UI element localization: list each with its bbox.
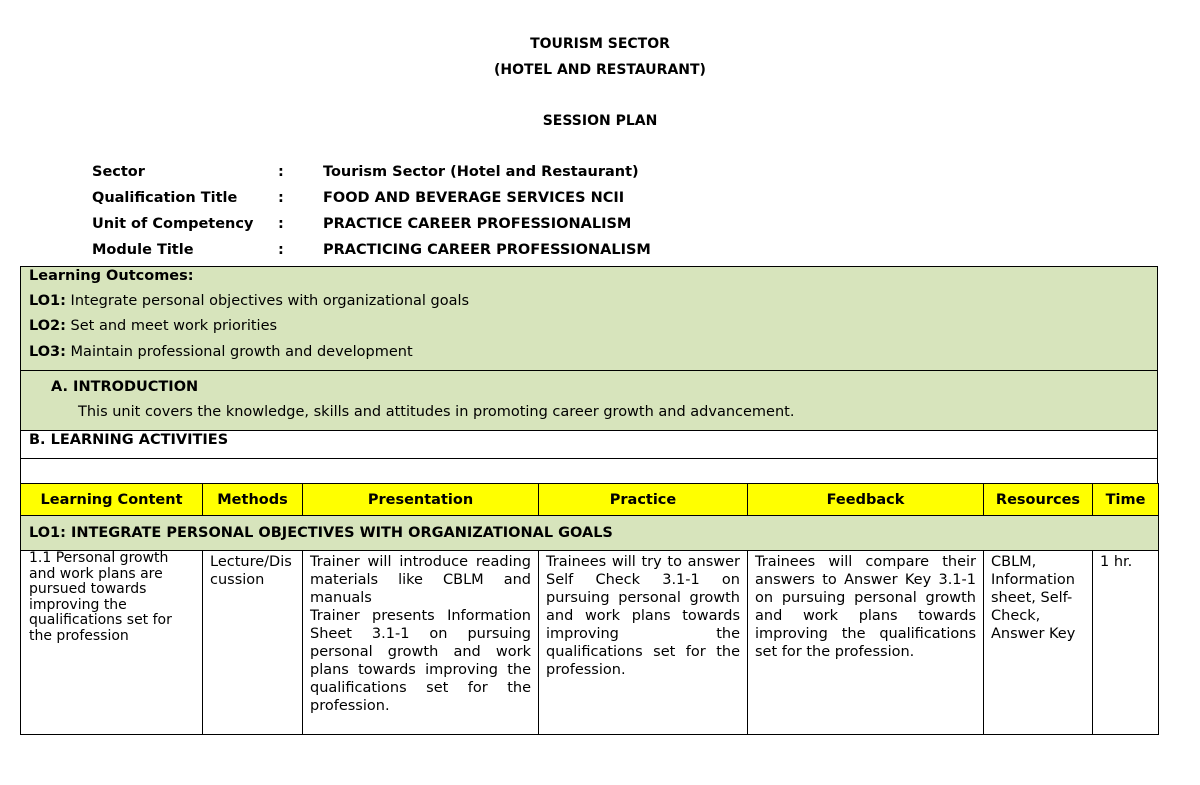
lo1-item (29, 293, 469, 309)
lo1-section-row (21, 516, 1159, 551)
learning-activities-heading: B. LEARNING ACTIVITIES (29, 432, 229, 448)
introduction-text: This unit covers the knowledge, skills and attitudes in promoting career growth and advancement. (78, 404, 795, 420)
col-practice: Practice (539, 484, 748, 516)
col-methods: Methods (203, 484, 303, 516)
lo-code: LO3: (29, 344, 66, 360)
lo-code: LO2: (29, 318, 66, 334)
resources-text: CBLM, Information sheet, Self-Check, Answer Key (991, 554, 1076, 642)
meta-colon: : (278, 164, 284, 180)
meta-key: Unit of Competency (92, 216, 254, 232)
col-learning-content: Learning Content (21, 484, 203, 516)
meta-colon: : (278, 216, 284, 232)
methods-text: Lecture/Discussion (210, 554, 292, 588)
doc-title: TOURISM SECTOR (530, 36, 670, 52)
lo-text: Set and meet work priorities (65, 318, 278, 334)
cell-time (1093, 551, 1159, 735)
introduction-heading: A. INTRODUCTION (51, 379, 199, 395)
lo1-section-title: LO1: INTEGRATE PERSONAL OBJECTIVES WITH ORGANIZATIONAL GOALS (21, 516, 1159, 551)
meta-value: PRACTICING CAREER PROFESSIONALISM (323, 242, 651, 258)
feedback-text: Trainees will compare their answers to Answer Key 3.1-1 on pursuing personal growth and work plans towards improving the qualifications set for the profession. (755, 554, 976, 660)
introduction-box (20, 370, 1158, 431)
time-text: 1 hr. (1100, 554, 1133, 570)
learning-outcomes-heading: Learning Outcomes: (29, 268, 194, 284)
cell-methods (203, 551, 303, 735)
col-presentation: Presentation (303, 484, 539, 516)
content-text: 1.1 Personal growth and work plans are pursued towards improving the qualifications set for the profession (29, 550, 172, 644)
doc-subtitle: (HOTEL AND RESTAURANT) (494, 62, 706, 78)
table-header-row (21, 484, 1159, 516)
cell-practice (539, 551, 748, 735)
empty-row (20, 458, 1158, 484)
meta-key: Qualification Title (92, 190, 238, 206)
learning-outcomes-box (20, 266, 1158, 371)
meta-value: PRACTICE CAREER PROFESSIONALISM (323, 216, 632, 232)
presentation-text-2: Trainer presents Information Sheet 3.1-1 on pursuing personal growth and work plans towards improving the qualifications set for the profession. (310, 608, 531, 714)
cell-feedback (748, 551, 984, 735)
learning-activities-box (20, 430, 1158, 459)
lo2-item (29, 318, 277, 334)
cell-resources (984, 551, 1093, 735)
cell-content (21, 551, 203, 735)
col-time: Time (1093, 484, 1159, 516)
meta-colon: : (278, 190, 284, 206)
meta-key: Sector (92, 164, 145, 180)
col-feedback: Feedback (748, 484, 984, 516)
cell-presentation (303, 551, 539, 735)
lo-code: LO1: (29, 293, 66, 309)
lo3-item (29, 344, 413, 360)
activities-table (20, 483, 1159, 735)
col-resources: Resources (984, 484, 1093, 516)
meta-value: FOOD AND BEVERAGE SERVICES NCII (323, 190, 625, 206)
meta-key: Module Title (92, 242, 194, 258)
lo-text: Maintain professional growth and development (65, 344, 413, 360)
meta-value: Tourism Sector (Hotel and Restaurant) (323, 164, 639, 180)
lo-text: Integrate personal objectives with organizational goals (65, 293, 470, 309)
practice-text: Trainees will try to answer Self Check 3.1-1 on pursuing personal growth and work plans towards improving the qualifications set for the profession. (546, 554, 740, 678)
meta-colon: : (278, 242, 284, 258)
session-plan-title: SESSION PLAN (542, 113, 658, 129)
presentation-text-1: Trainer will introduce reading materials like CBLM and manuals (310, 554, 531, 606)
table-row (21, 551, 1159, 735)
